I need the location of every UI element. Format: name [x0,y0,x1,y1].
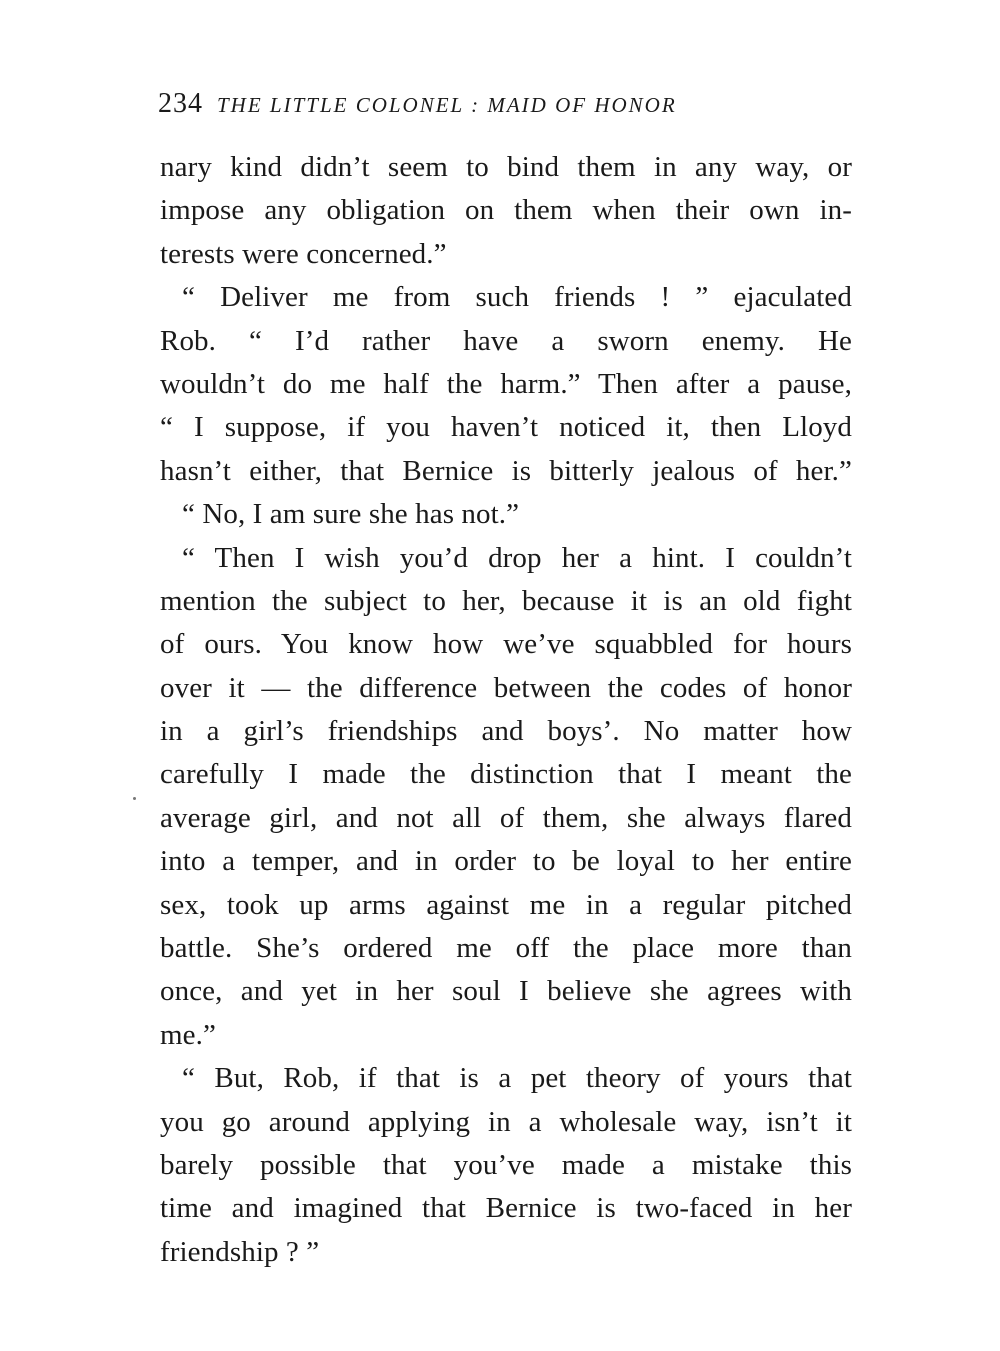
text-line: “ But, Rob, if that is a pet theory of yours that [182,1062,852,1095]
text-line: of ours. You know how we’ve squabbled for hours [160,628,852,661]
text-line: sex, took up arms against me in a regular pitched [160,888,852,921]
text-line: “ Deliver me from such friends ! ” ejaculated [182,281,852,314]
text-line: Rob. “ I’d rather have a sworn enemy. He [160,324,852,357]
body-text [160,146,852,1274]
text-line: mention the subject to her, because it is an old fight [160,584,852,617]
text-line: friendship ? ” [160,1235,320,1268]
text-line: wouldn’t do me half the harm.” Then after a pause, [160,367,852,400]
text-line: battle. She’s ordered me off the place more than [160,932,852,965]
text-line: hasn’t either, that Bernice is bitterly jealous of her.” [160,454,852,487]
text-line: time and imagined that Bernice is two-faced in her [160,1192,852,1225]
text-line: terests were concerned.” [160,237,447,270]
text-line: “ I suppose, if you haven’t noticed it, then Lloyd [160,411,852,444]
text-line: into a temper, and in order to be loyal to her entire [160,845,852,878]
text-line: impose any obligation on them when their own in- [160,194,852,227]
text-line: average girl, and not all of them, she always flared [160,801,852,834]
running-title: THE LITTLE COLONEL : MAID OF HONOR [217,93,677,117]
text-line: “ No, I am sure she has not.” [182,498,520,531]
page-number: 234 [158,88,203,119]
ink-speck [133,797,136,800]
text-line: carefully I made the distinction that I meant the [160,758,852,791]
text-line: nary kind didn’t seem to bind them in any way, or [160,151,852,183]
text-line: “ Then I wish you’d drop her a hint. I couldn’t [182,541,852,574]
text-line: me.” [160,1018,216,1051]
text-line: over it — the difference between the codes of honor [160,671,852,704]
text-line: you go around applying in a wholesale way, isn’t it [160,1105,852,1138]
running-head [158,84,858,124]
text-line: in a girl’s friendships and boys’. No matter how [160,715,852,748]
text-line: once, and yet in her soul I believe she agrees with [160,975,852,1008]
text-line: barely possible that you’ve made a mistake this [160,1148,852,1181]
